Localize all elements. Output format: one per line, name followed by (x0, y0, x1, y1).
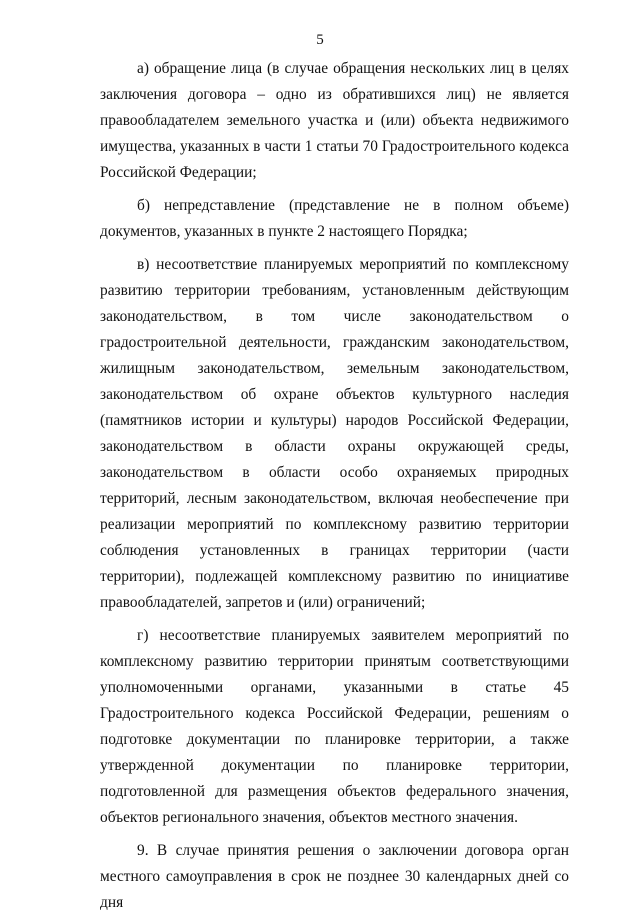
paragraph-b: б) непредставление (представление не в полном объеме) документов, указанных в пункте 2 настоящего Порядка; (100, 197, 569, 240)
paragraph-v: в) несоответствие планируемых мероприятий по комплексному развитию территории требованиям, установленным действующим законодательством, в том числе законодательством о градостроительной деятельности, гражданским законодательством, жилищным законодательством, земельным законодательством, законодательством об охране объектов культурного наследия (памятников истории и культуры) народов Российской Федерации, законодательством в области охраны окружающей среды, законодательством в области особо охраняемых природных территорий, лесным законодательством, включая необеспечение при реализации мероприятий по комплексному развитию территории соблюдения установленных в границах территории (части территории), подлежащей комплексному развитию по инициативе правообладателей, запретов и (или) ограничений; (100, 256, 569, 611)
paragraph-9: 9. В случае принятия решения о заключении договора орган местного самоуправления в срок не позднее 30 календарных дней со дня (100, 842, 569, 911)
document-body (100, 56, 569, 922)
paragraph-a: а) обращение лица (в случае обращения нескольких лиц в целях заключения договора – одно из обратившихся лиц) не является правообладателем земельного участка и (или) объекта недвижимого имущества, указанных в части 1 статьи 70 Градостроительного кодекса Российской Федерации; (100, 60, 569, 181)
paragraph-g: г) несоответствие планируемых заявителем мероприятий по комплексному развитию территории принятым соответствующими уполномоченными органами, указанными в статье 45 Градостроительного кодекса Российской Федерации, решениям о подготовке документации по планировке территории, а также утвержденной документации по планировке территории, подготовленной для размещения объектов федерального значения, объектов регионального значения, объектов местного значения. (100, 627, 569, 826)
page-number: 5 (316, 32, 324, 48)
